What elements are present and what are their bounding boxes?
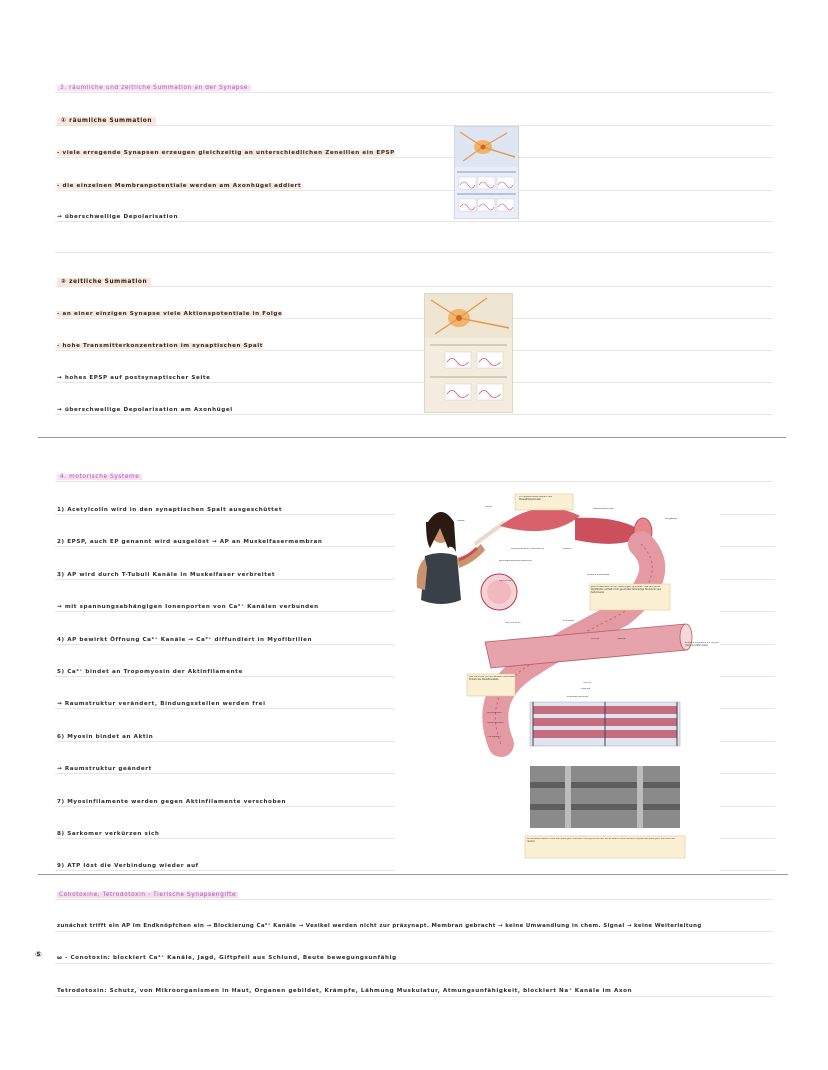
- raeumlich-line-1: - viele erregende Synapsen erzeugen gleichzeitig an unterschiedlichen Zenelllen ein EPSP: [57, 150, 395, 156]
- zeitlich-line-4: → überschwellige Depolarisation am Axonhügel: [57, 407, 233, 413]
- step-line: 6) Myosin bindet an Aktin: [57, 734, 154, 740]
- figure-label: H-Zone: [583, 682, 592, 684]
- section3-heading: 3. räumliche und zeitliche Summation an der Synapse: [57, 85, 251, 91]
- section-divider-2: [38, 874, 788, 875]
- raeumlich-line-3: → überschwellige Depolarisation: [57, 214, 179, 220]
- section-divider: [38, 437, 786, 438]
- step-line: 2) EPSP, auch EP genannt wird ausgelöst → AP an Muskelfasermembran: [57, 539, 323, 545]
- step-line: → mit spannungsabhängigen Ionenporten von Ca²⁺ Kanälen verbunden: [57, 604, 319, 610]
- figure-label: sarkoplasmatisches Retikulum: [499, 560, 533, 562]
- figure-label: Blutgefäße: [665, 518, 677, 520]
- section5-number: ⑤: [35, 950, 42, 959]
- figure-label: einzelne Myofibrille mit Myosin (rot) und Aktin (blau): [685, 642, 719, 647]
- figure-label: Muskelfaserbündel: [593, 508, 614, 510]
- neuron-icon: [425, 294, 512, 412]
- zeitlich-title: ② zeitliche Summation: [57, 278, 151, 286]
- figure-woman: [417, 512, 485, 604]
- figure-label: Mitochondrien: [505, 622, 521, 624]
- figure-label: Muskel: [457, 520, 465, 522]
- figure-label: I-Bande: [617, 638, 626, 640]
- step-line: → Raumstruktur verändert, Bindungsstellen werden frei: [57, 701, 266, 707]
- step-line: 4) AP bewirkt Öffnung Ca²⁺ Kanäle → Ca²⁺ diffundiert in Myofibrillen: [57, 637, 313, 643]
- step-line: → Raumstruktur geändert: [57, 766, 152, 772]
- neuron-icon: [455, 127, 518, 218]
- section5-line-2: ω - Conotoxin: blockiert Ca²⁺ Kanäle, Jagd, Giftpfeil aus Schlund, Beute bewegungsunfähig: [57, 955, 397, 961]
- figure-label: Titinfilament: [487, 736, 501, 738]
- figure-label: A-Bande: [581, 688, 591, 690]
- figure-label: M-Linie: [591, 638, 599, 640]
- figure-label: Plasmamembran (Sarkolemm): [511, 548, 545, 550]
- figure-label: Myosinfilament: [487, 722, 504, 724]
- raeumlich-line-2: - die einzelnen Membranpotentiale werden am Axonhügel addiert: [57, 183, 302, 189]
- figure-label: Myofibrillen: [499, 580, 512, 582]
- figure-label: Sehne: [485, 506, 492, 508]
- figure-label: einzelnes Sarkomer: [567, 696, 589, 698]
- figure-label: Jede Muskelfaser ist ein vielkerniges Synzytium, das zahlreiche Myofibrillen enthält, hoch geordnete fadenartige Strukturen aus Sarkomeren: [591, 586, 662, 594]
- zeitlich-line-3: → hohes EPSP auf postsynaptischer Seite: [57, 375, 211, 381]
- raeumlich-title: ① räumliche Summation: [57, 117, 156, 125]
- section5-line-3: Tetrodotoxin: Schutz, von Mikroorganismen in Haut, Organen gebildet, Krämpfe, Lähmung Muskulatur, Atmungsunfähigkeit, blockiert Na⁺ Kanäle im Axon: [57, 988, 633, 994]
- figure-label: Ein Skelettmuskel besteht aus Muskelfaserbündeln.: [519, 496, 553, 501]
- step-line: 5) Ca²⁺ bindet an Tropomyosin der Aktinfilamente: [57, 669, 243, 675]
- figure-label: einzelne Muskelfaser: [587, 574, 610, 576]
- figure-label: Das Sarkomer ist die kleinste funktionelle Einheit des Skelettmuskels.: [469, 676, 515, 681]
- figure-label: Wo es ausschließlich Aktinfilamente gibt, erscheint die Myofibrille hell, wo es sowohl Aktin als auch Myosinfilamente gibt, erscheint sie dunkel.: [527, 838, 675, 843]
- step-line: 8) Sarkomer verkürzen sich: [57, 831, 160, 837]
- figure-label: Zellkern: [563, 548, 572, 550]
- zeitlich-line-1: - an einer einzigen Synapse viele Aktionspotentiale in Folge: [57, 311, 283, 317]
- spatial-summation-figure: [454, 126, 519, 219]
- temporal-summation-figure: [424, 293, 513, 413]
- zeitlich-line-2: - hohe Transmitterkonzentration im synaptischen Spalt: [57, 343, 264, 349]
- step-line: 7) Myosinfilamente werden gegen Aktinfilamente verschoben: [57, 799, 287, 805]
- section5-line-1: zunächst trifft ein AP im Endknöpfchen ein → Blockierung Ca²⁺ Kanäle → Vesikel werden nicht zur präsynapt. Membran gebracht → keine Umwandlung in chem. Signal → keine Weiterleitung: [57, 923, 702, 929]
- step-line: 1) Acetylcolin wird in den synaptischen Spalt ausgeschüttet: [57, 507, 283, 513]
- figure-label: Z-Scheibe: [563, 620, 574, 622]
- step-line: 9) ATP löst die Verbindung wieder auf: [57, 863, 199, 869]
- muscle-structure-figure: [415, 492, 725, 862]
- section4-heading: 4. motorische Systeme: [57, 474, 142, 480]
- step-line: 3) AP wird durch T-Tubuli Kanäle in Muskelfaser verbreitet: [57, 572, 276, 578]
- figure-label: Aktinfilament: [487, 712, 502, 714]
- section5-heading: Conotoxine, Tetrodotoxin - Tierische Synapsengifte: [59, 892, 237, 898]
